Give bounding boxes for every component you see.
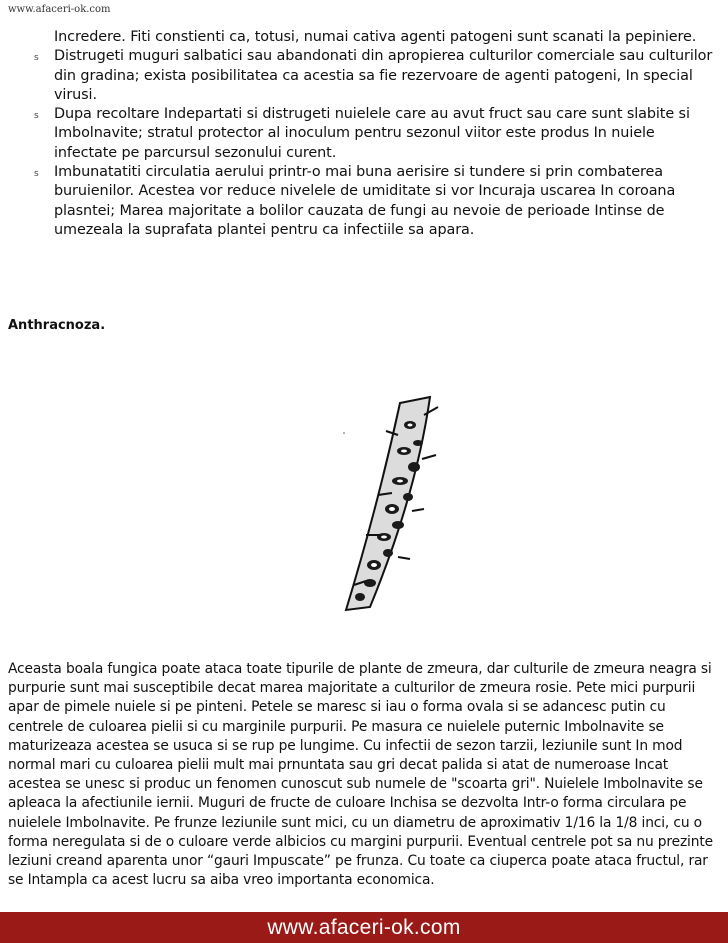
list-item-text: Imbunatatiti circulatia aerului printr-o mai buna aerisire si tundere si prin combaterea buruienilor. Acestea vor reduce nivelele de umiditate si vor Incuraja uscarea In coroana plasntei; Marea majoritate a bolilor cauzata de fungi au nevoie de perioade Intinse de umezeala la suprafata plantei pentru ca infectiile sa apara. bbox=[54, 164, 676, 238]
list-item bbox=[0, 105, 728, 163]
footer-banner bbox=[0, 912, 728, 943]
section-heading: Anthracnoza. bbox=[8, 318, 106, 333]
cane-drawing-icon bbox=[300, 385, 460, 625]
list-item-text: Incredere. Fiti constienti ca, totusi, numai cativa agenti patogeni sunt scanati la pepiniere. bbox=[54, 29, 697, 45]
bullet-marker: s bbox=[34, 111, 39, 122]
diseased-cane-illustration bbox=[300, 385, 460, 625]
anthracnose-description: Aceasta boala fungica poate ataca toate tipurile de plante de zmeura, dar culturile de zmeura neagra si purpurie sunt mai susceptibile decat marea majoritate a culturilor de zmeura rosie. Pete mici purpurii apar de pimele nuiele si pe pinteni. Petele se maresc si iau o forma ovala si se adancesc putin cu centrele de culoarea pielii si cu marginile purpurii. Pe masura ce nuielele puternic Imbolnavite se maturizeaza acestea se usuca si se rup pe lungime. Cu infectii de sezon tarzii, leziunile sunt In mod normal mari cu culoarea pielii mult mai prnuntata sau gri decat palida si atat de numeroase Incat acestea se unesc si produc un fenomen cunoscut sub numele de "scoarta gri". Nuielele Imbolnavite se apleaca la afectiunile iernii. Muguri de fructe de culoare Inchisa se dezvolta Intr-o forma circulara pe nuielele Imbolnavite. Pe frunze leziunile sunt mici, cu un diametru de aproximativ 1/16 la 1/8 inci, cu o forma neregulata si de o culoare verde albicios cu margini purpurii. Eventual centrele pot sa nu prezinte leziuni creand aparenta unor “gauri Impuscate” pe frunza. Cu toate ca ciuperca poate ataca fructul, rar se Intampla ca acest lucru sa aiba vreo importanta economica. bbox=[8, 661, 713, 889]
footer-site-url[interactable]: www.afaceri-ok.com bbox=[267, 916, 461, 939]
bullet-marker: s bbox=[34, 169, 39, 180]
list-item-text: Dupa recoltare Indepartati si distrugeti nuielele care au avut fruct sau care sunt slabite si Imbolnavite; stratul protector al inoculum pentru sezonul viitor este produs In nuiele infectate pe parcursul sezonului curent. bbox=[54, 106, 690, 161]
bullet-marker: s bbox=[34, 53, 39, 64]
list-item bbox=[0, 163, 728, 240]
recommendation-list bbox=[0, 28, 728, 240]
header-site-url: www.afaceri-ok.com bbox=[8, 4, 111, 15]
list-item-text: Distrugeti muguri salbatici sau abandonati din apropierea culturilor comerciale sau culturilor din gradina; exista posibilitatea ca acestia sa fie rezervoare de agenti patogeni, In special virusi. bbox=[54, 48, 713, 103]
list-item bbox=[0, 47, 728, 105]
list-item bbox=[0, 28, 728, 47]
